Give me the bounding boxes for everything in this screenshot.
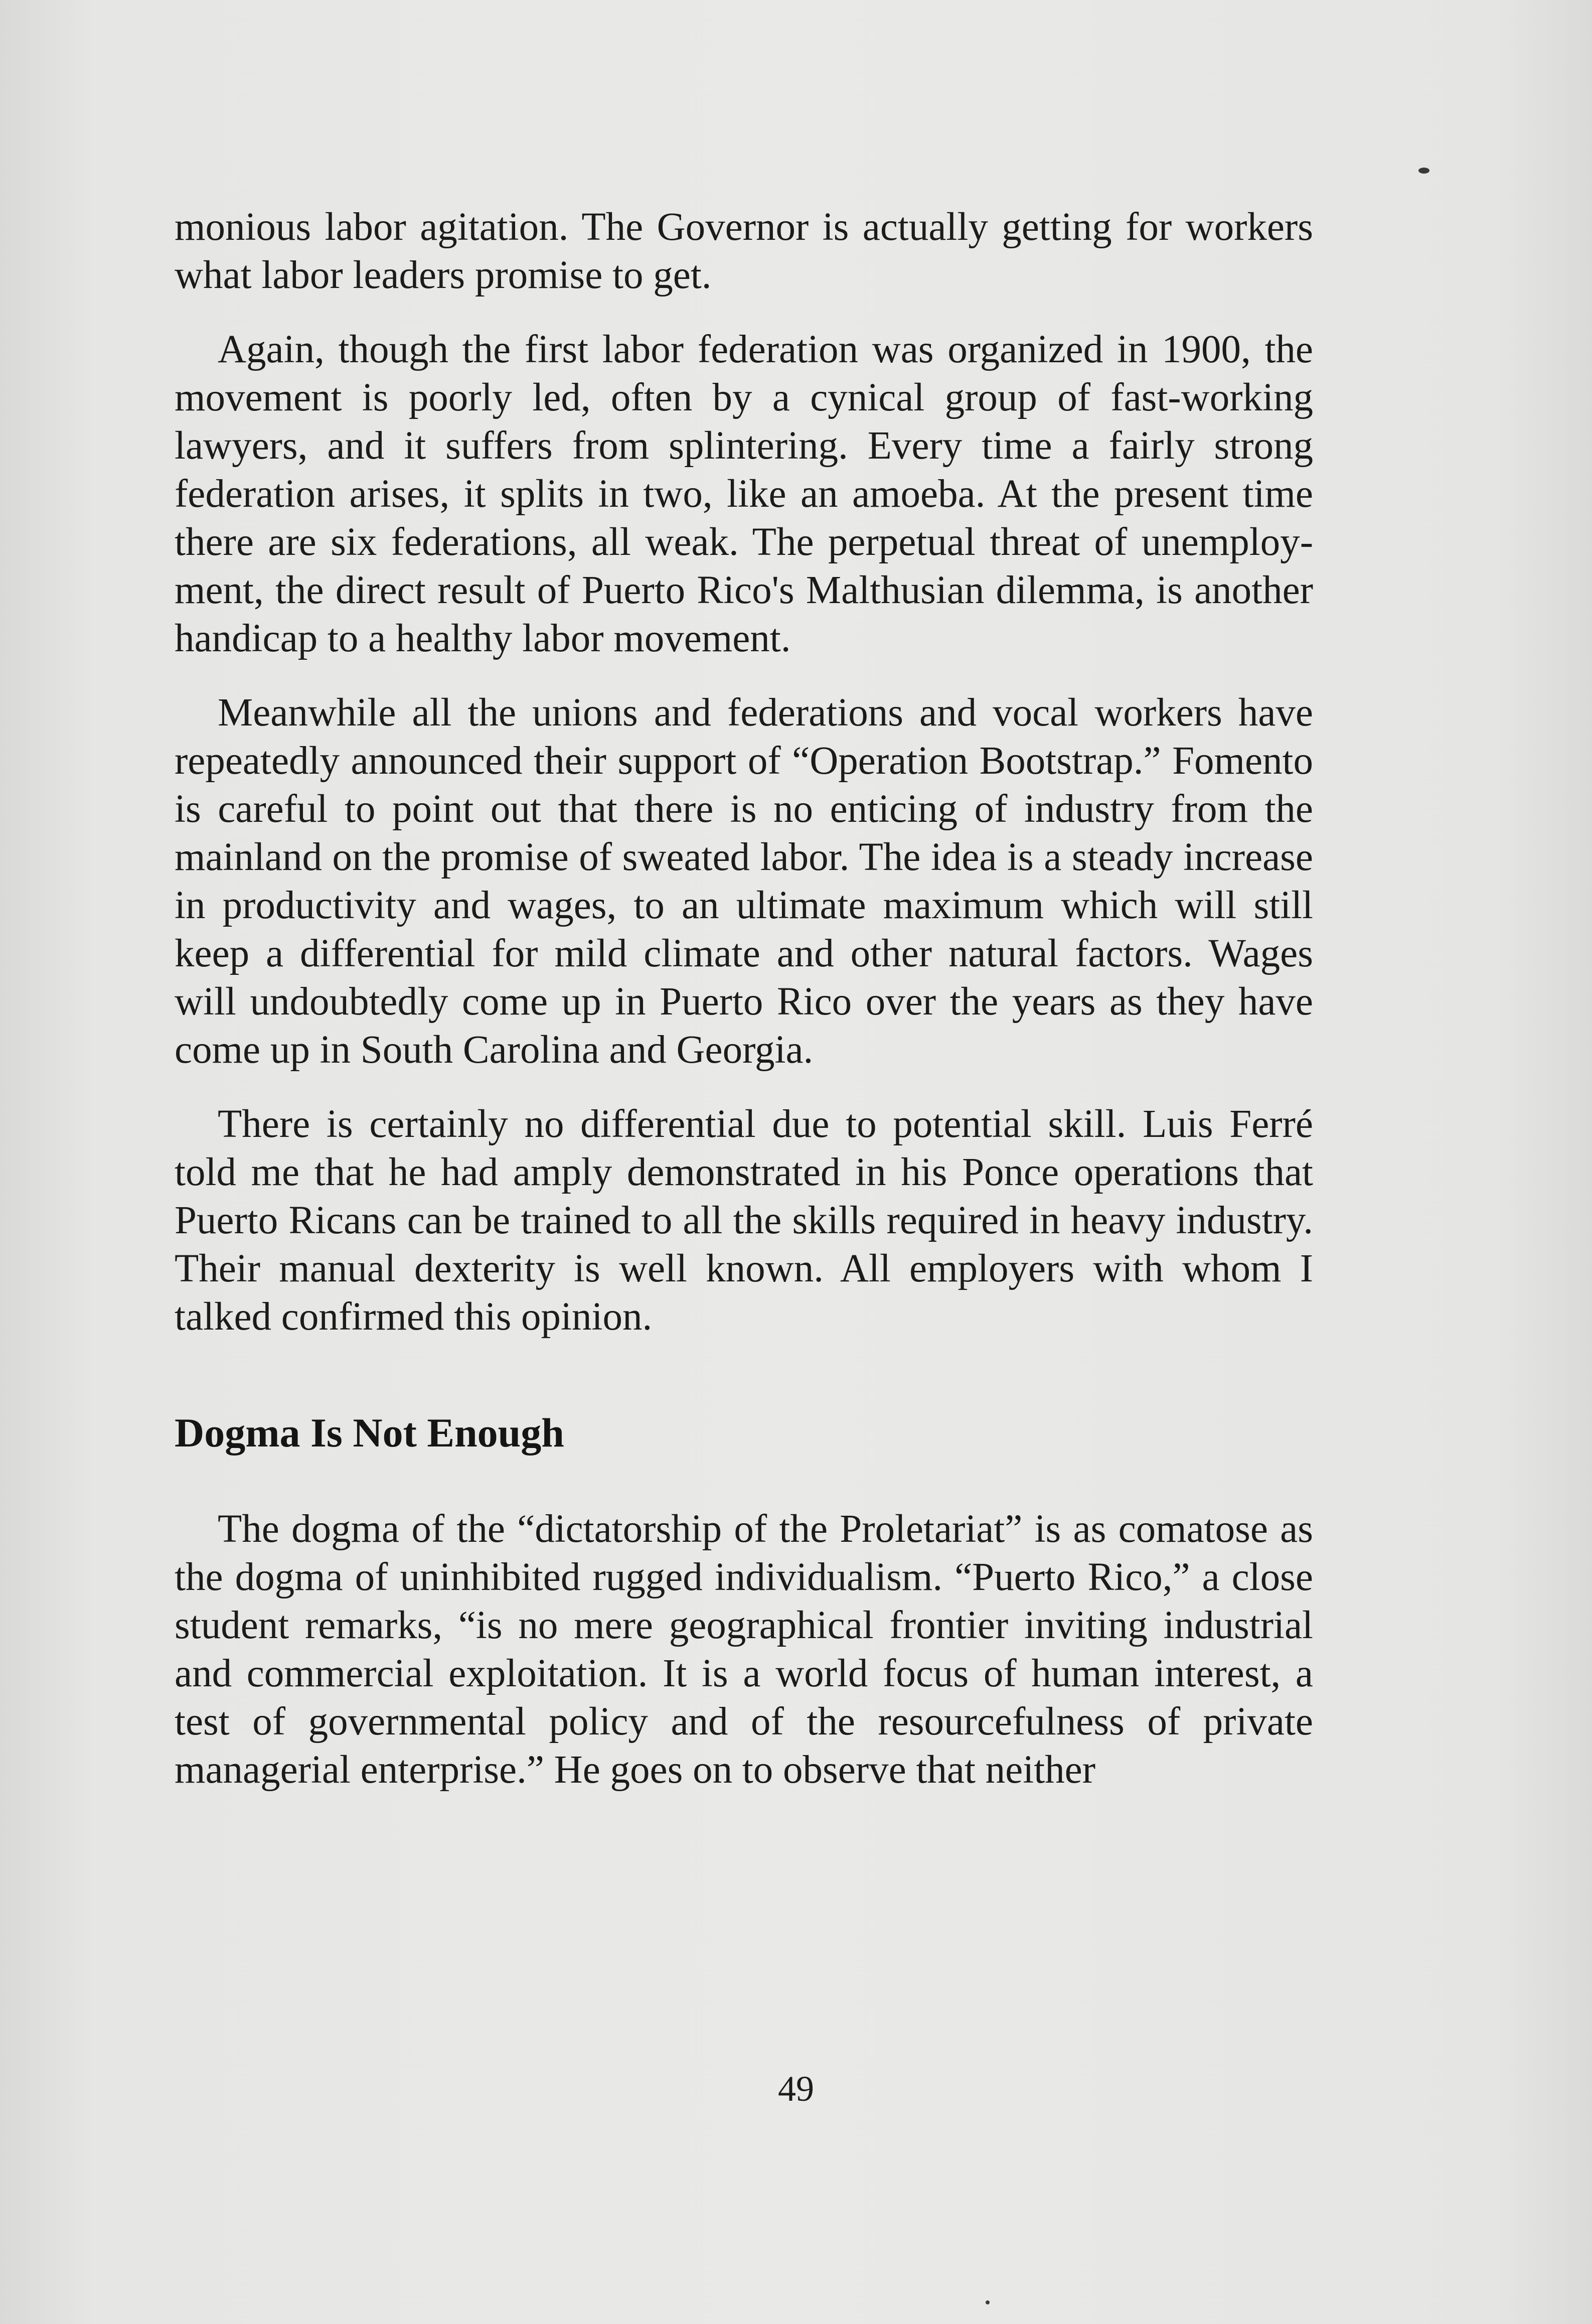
ink-speck bbox=[986, 2300, 990, 2304]
page-number: 49 bbox=[778, 2069, 814, 2109]
body-text bbox=[175, 203, 1313, 1794]
paragraph-labor-federation: Again, though the first labor federation was organized in 1900, the movement is poorly led, often by a cynical group of fast-working lawyers, and it suffers from splintering. Every time a fairly strong federation arises, it splits in two, like an amoeba. At the present time there are six federations, all weak. The perpetual threat of unemployment, the direct result of Puerto Rico's Malthusian dilemma, is another handicap to a healthy labor movement. bbox=[175, 328, 1313, 660]
paragraph-continued: monious labor agitation. The Governor is actually getting for workers what labor leaders promise to get. bbox=[175, 205, 1313, 297]
ink-speck bbox=[1418, 168, 1429, 174]
section-heading: Dogma Is Not Enough bbox=[175, 1410, 564, 1456]
paragraph-dogma: The dogma of the “dictatorship of the Proletariat” is as comatose as the dogma of uninhibited rugged individualism. “Puerto Rico,” a close student remarks, “is no mere geographical frontier inviting industrial and commercial exploitation. It is a world focus of human interest, a test of governmental policy and of the resourcefulness of private managerial enterprise.” He goes on to observe that neither bbox=[175, 1507, 1313, 1792]
paragraph-potential-skill: There is certainly no differential due to potential skill. Luis Ferré told me that he had amply demonstrated in his Ponce operations that Puerto Ricans can be trained to all the skills required in heavy industry. Their manual dexterity is well known. All employers with whom I talked confirmed this opinion. bbox=[175, 1102, 1313, 1339]
paragraph-operation-bootstrap: Meanwhile all the unions and federations and vocal workers have repeatedly announced their support of “Operation Bootstrap.” Fomento is careful to point out that there is no enticing of industry from the mainland on the promise of sweated labor. The idea is a steady increase in productivity and wages, to an ultimate maximum which will still keep a differential for mild climate and other natural factors. Wages will undoubtedly come up in Puerto Rico over the years as they have come up in South Carolina and Georgia. bbox=[175, 691, 1313, 1072]
